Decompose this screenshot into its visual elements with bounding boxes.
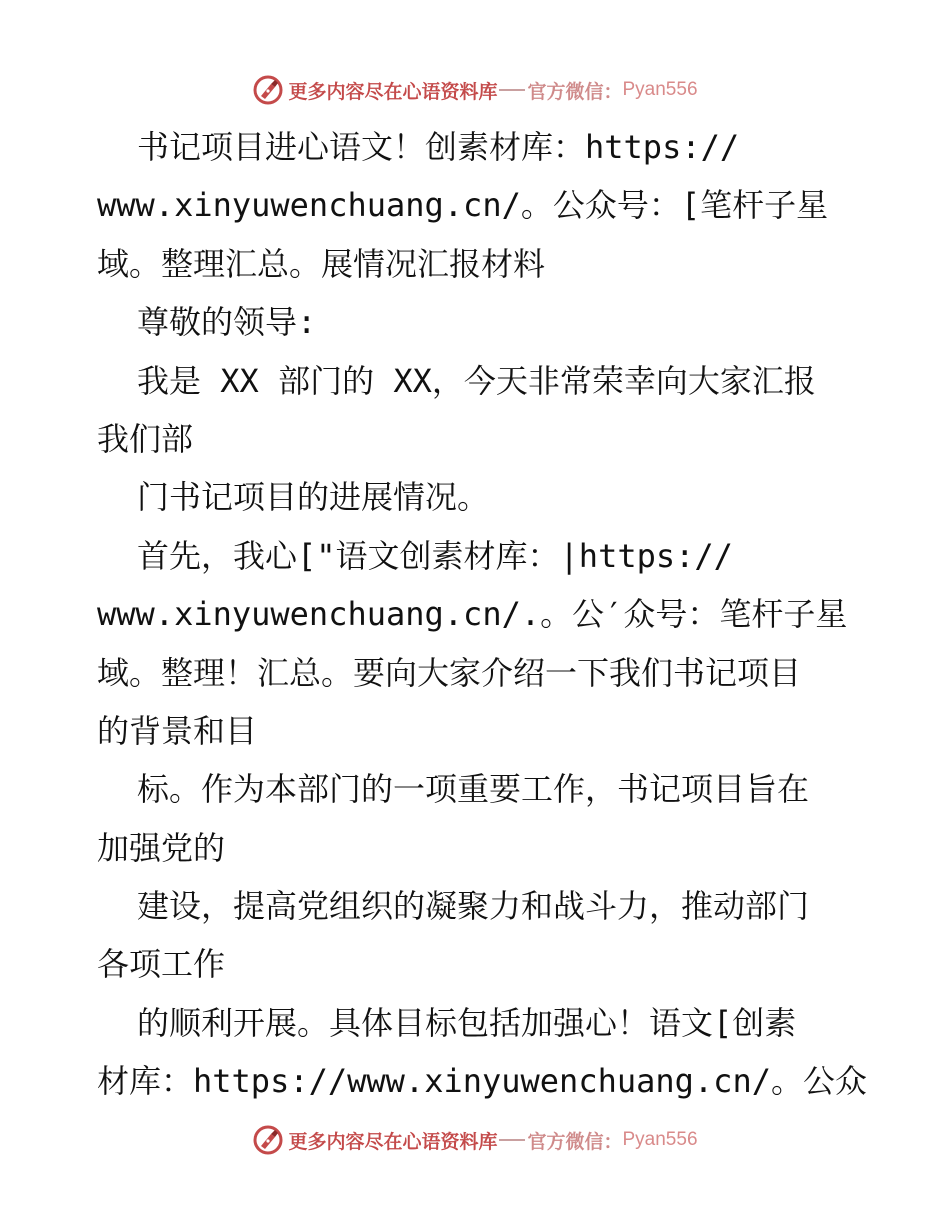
body-line: 我是 XX 部门的 XX，今天非常荣幸向大家汇报 — [137, 361, 816, 400]
body-line: 我们部 — [97, 419, 194, 458]
body-line: 首先，我心["语文创素材库：|https:// — [137, 536, 733, 575]
body-line: 域。整理汇总。展情况汇报材料 — [97, 244, 546, 283]
watermark-wechat-label: 官方微信： — [527, 80, 623, 103]
body-line: 建设，提高党组织的凝聚力和战斗力，推动部门 — [137, 887, 810, 926]
body-line: 门书记项目的进展情况。 — [137, 478, 490, 517]
body-line: 的背景和目 — [97, 711, 258, 750]
watermark-separator — [499, 89, 525, 91]
body-line: 加强党的 — [97, 828, 226, 867]
body-line: 尊敬的领导: — [137, 303, 317, 342]
watermark-banner-bottom — [0, 1120, 950, 1160]
body-line: 各项工作 — [97, 945, 226, 984]
body-line: www.xinyuwenchuang.cn/。公众号：[笔杆子星 — [97, 186, 829, 225]
body-line: 的顺利开展。具体目标包括加强心！语文[创素 — [137, 1003, 797, 1042]
watermark-wechat-id: Pyan556 — [622, 79, 698, 100]
watermark-wechat-id: Pyan556 — [622, 1129, 698, 1150]
body-line: www.xinyuwenchuang.cn/.。公′众号：笔杆子星 — [97, 595, 848, 634]
watermark-banner-top — [0, 70, 950, 110]
body-line: 书记项目进心语文！创素材库：https:// — [137, 128, 740, 166]
watermark-text: 更多内容尽在心语资料库 — [288, 80, 498, 103]
body-line: 域。整理！汇总。要向大家介绍一下我们书记项目 — [97, 653, 802, 692]
document-body — [97, 118, 877, 1111]
pen-nib-circle-icon — [252, 1124, 284, 1156]
pen-nib-circle-icon — [252, 74, 284, 106]
watermark-wechat-label: 官方微信： — [527, 1130, 623, 1153]
watermark-text: 更多内容尽在心语资料库 — [288, 1130, 498, 1153]
body-line: 标。作为本部门的一项重要工作，书记项目旨在 — [137, 770, 810, 809]
watermark-separator — [499, 1139, 525, 1141]
body-line: 材库：https://www.xinyuwenchuang.cn/。公众 — [97, 1062, 867, 1101]
